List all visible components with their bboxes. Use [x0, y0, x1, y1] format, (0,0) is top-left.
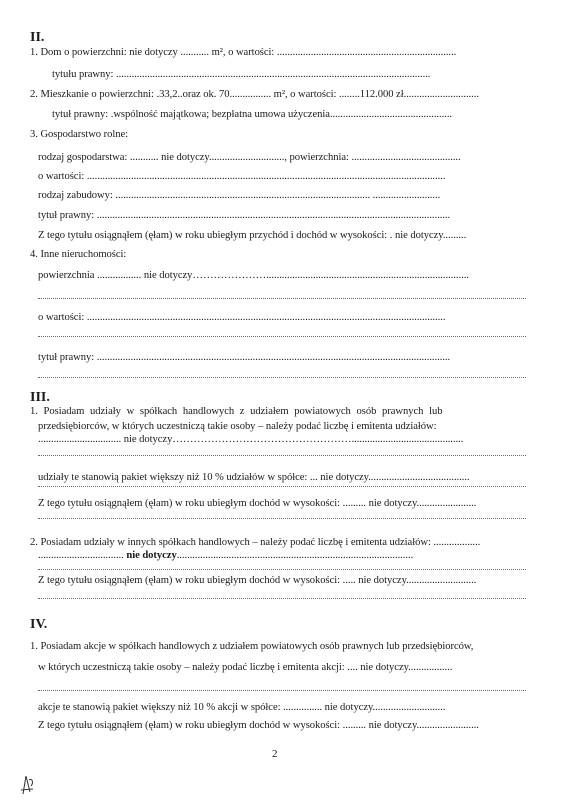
- blank-line: [38, 377, 526, 378]
- blank-line: [38, 598, 526, 599]
- section-iii-heading: III.: [30, 390, 50, 405]
- apartment-line: 2. Mieszkanie o powierzchni: .33,2..oraz ok. 70................ m², o wartości: ........112.000 zł.............................: [30, 89, 479, 100]
- shares-income-line: Z tego tytułu osiągnąłem (ęłam) w roku ubiegłym dochód w wysokości: ......... nie dotyczy.......................: [38, 498, 477, 509]
- shares-line-3: ................................ nie dotyczy……………………………………………...........................................: [38, 434, 464, 445]
- other-value-line: o wartości: ..........................................................................................................................................: [38, 312, 446, 323]
- shares-packet-line: udziały te stanowią pakiet większy niż 10 % udziałów w spółce: ... nie dotyczy.......................................: [38, 472, 470, 483]
- shares-line-1: 1. Posiadam udziały w spółkach handlowych z udziałem powiatowych osób prawnych lub: [30, 406, 443, 417]
- other-area-line: powierzchnia ................. nie dotyczy…………………..............................................................................: [38, 270, 469, 281]
- blank-line: [38, 455, 526, 456]
- blank-line: [38, 298, 526, 299]
- other-property-heading: 4. Inne nieruchomości:: [30, 249, 127, 260]
- bold-nie-dotyczy: nie dotyczy: [123, 550, 177, 561]
- stocks-income-line: Z tego tytułu osiągnąłem (ęłam) w roku ubiegłym dochód w wysokości: ......... nie dotyczy........................: [38, 720, 479, 731]
- apartment-title-line: tytuł prawny: .wspólność majątkowa; bezpłatna umowa użyczenia...............................................: [52, 109, 453, 120]
- stocks-line-1: 1. Posiadam akcje w spółkach handlowych z udziałem powiatowych osób prawnych lub przedsiębiorców,: [30, 641, 474, 652]
- other-title-line: tytuł prawny: ........................................................................................................................................: [38, 352, 451, 363]
- farm-buildings-line: rodzaj zabudowy: .................................................................................................. ..........................: [38, 190, 441, 201]
- house-line: 1. Dom o powierzchni: nie dotyczy ........... m², o wartości: .....................................................................: [30, 47, 457, 58]
- initials-mark-icon: [18, 772, 38, 796]
- farm-type-line: rodzaj gospodarstwa: ........... nie dotyczy............................., powierzchnia: ..........................................: [38, 152, 461, 163]
- blank-line: [38, 336, 526, 337]
- blank-line: [38, 690, 526, 691]
- section-ii-heading: II.: [30, 30, 45, 45]
- stocks-packet-line: akcje te stanowią pakiet większy niż 10 % akcji w spółce: ............... nie dotyczy............................: [38, 702, 446, 713]
- section-iv-heading: IV.: [30, 617, 48, 632]
- other-shares-value-line: ................................. nie dotyczy...........................................................................................: [38, 550, 414, 561]
- farm-title-line: tytuł prawny: ........................................................................................................................................: [38, 210, 451, 221]
- farm-heading: 3. Gospodarstwo rolne:: [30, 129, 129, 140]
- blank-line: [38, 486, 526, 487]
- shares-line-2: przedsiębiorców, w których uczestniczą takie osoby – należy podać liczbę i emitenta udziałów:: [38, 421, 437, 432]
- farm-income-line: Z tego tytułu osiągnąłem (ęłam) w roku ubiegłym przychód i dochód w wysokości: . nie dotyczy.........: [38, 230, 467, 241]
- page-number: 2: [272, 748, 278, 760]
- blank-line: [38, 569, 526, 570]
- house-title-line: tytułu prawny: .........................................................................................................................: [52, 69, 431, 80]
- stocks-line-2: w których uczestniczą takie osoby – należy podać liczbę i emitenta akcji: .... nie dotyczy.................: [38, 662, 453, 673]
- farm-value-line: o wartości: ..........................................................................................................................................: [38, 171, 446, 182]
- other-shares-line: 2. Posiadam udziały w innych spółkach handlowych – należy podać liczbę i emitenta udziałów: ..................: [30, 537, 481, 548]
- blank-line: [38, 518, 526, 519]
- other-shares-income-line: Z tego tytułu osiągnąłem (ęłam) w roku ubiegłym dochód w wysokości: ..... nie dotyczy...........................: [38, 575, 477, 586]
